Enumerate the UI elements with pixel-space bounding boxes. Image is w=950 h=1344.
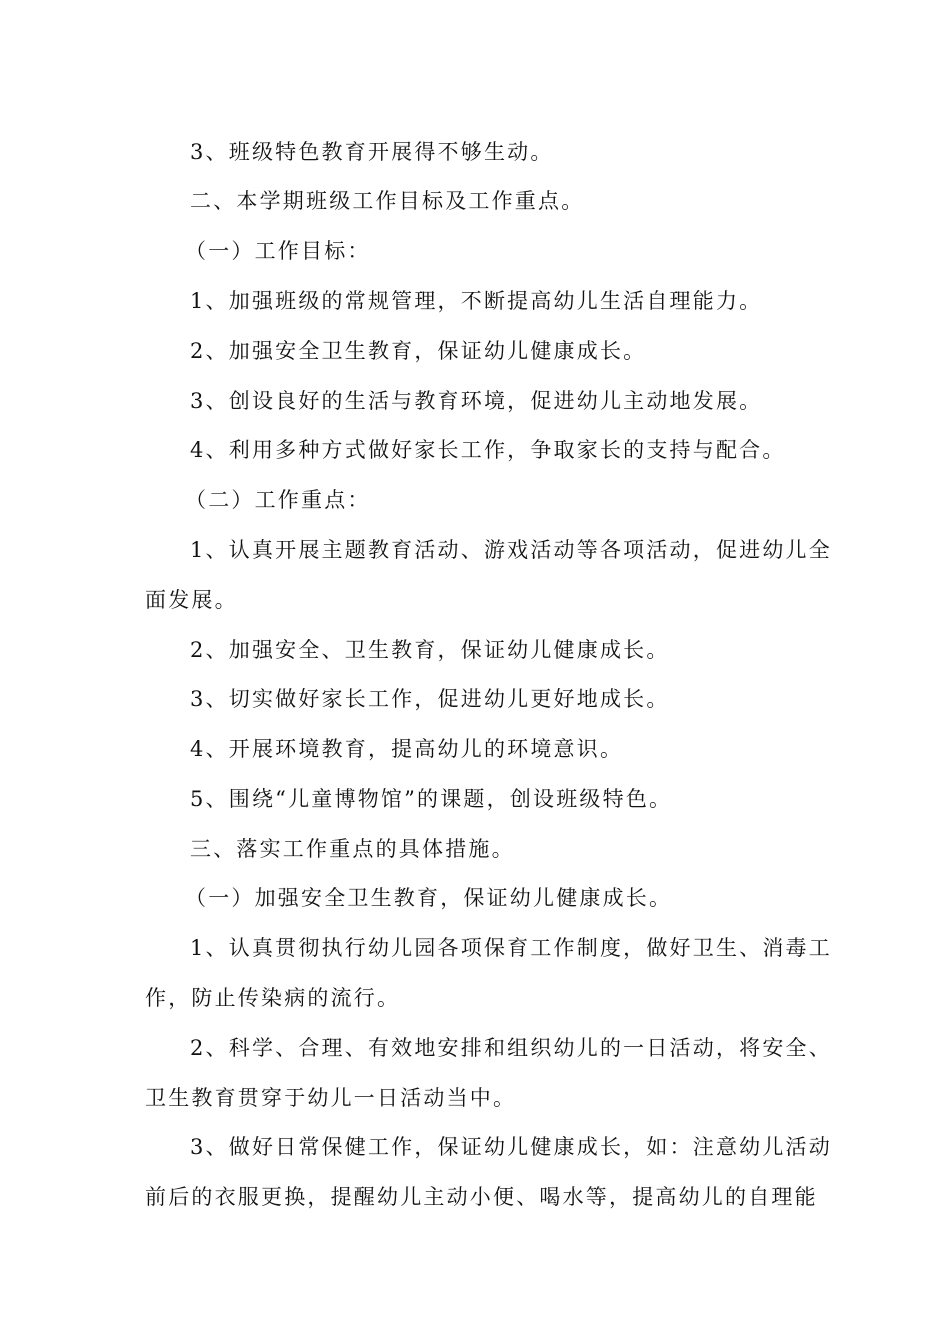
paragraph-line-continuation: 卫生教育贯穿于幼儿一日活动当中。 bbox=[145, 1086, 517, 1110]
paragraph-line: 3、创设良好的生活与教育环境，促进幼儿主动地发展。 bbox=[190, 389, 763, 413]
section-heading: 二、本学期班级工作目标及工作重点。 bbox=[190, 189, 585, 213]
paragraph-line-continuation: 面发展。 bbox=[145, 588, 238, 612]
paragraph-line: 1、认真贯彻执行幼儿园各项保育工作制度，做好卫生、消毒工 bbox=[190, 936, 832, 960]
paragraph-line-continuation: 作，防止传染病的流行。 bbox=[145, 986, 401, 1010]
section-heading: 三、落实工作重点的具体措施。 bbox=[190, 837, 515, 861]
paragraph-line: 3、做好日常保健工作，保证幼儿健康成长，如：注意幼儿活动 bbox=[190, 1135, 832, 1159]
paragraph-line: 1、认真开展主题教育活动、游戏活动等各项活动，促进幼儿全 bbox=[190, 538, 832, 562]
paragraph-line: 3、班级特色教育开展得不够生动。 bbox=[190, 140, 554, 164]
paragraph-line: 4、利用多种方式做好家长工作，争取家长的支持与配合。 bbox=[190, 438, 786, 462]
paragraph-line: 5、围绕“儿童博物馆”的课题，创设班级特色。 bbox=[190, 787, 673, 811]
paragraph-line-continuation: 前后的衣服更换，提醒幼儿主动小便、喝水等，提高幼儿的自理能 bbox=[145, 1185, 818, 1209]
paragraph-line: 4、开展环境教育，提高幼儿的环境意识。 bbox=[190, 737, 624, 761]
paragraph-line: 2、加强安全卫生教育，保证幼儿健康成长。 bbox=[190, 339, 647, 363]
paragraph-line: 3、切实做好家长工作，促进幼儿更好地成长。 bbox=[190, 687, 670, 711]
paragraph-line: 1、加强班级的常规管理，不断提高幼儿生活自理能力。 bbox=[190, 289, 763, 313]
paragraph-line: 2、科学、合理、有效地安排和组织幼儿的一日活动，将安全、 bbox=[190, 1036, 832, 1060]
subsection-heading: （二）工作重点： bbox=[185, 488, 371, 512]
subsection-heading: （一）加强安全卫生教育，保证幼儿健康成长。 bbox=[185, 886, 673, 910]
subsection-heading: （一）工作目标： bbox=[185, 239, 371, 263]
paragraph-line: 2、加强安全、卫生教育，保证幼儿健康成长。 bbox=[190, 638, 670, 662]
